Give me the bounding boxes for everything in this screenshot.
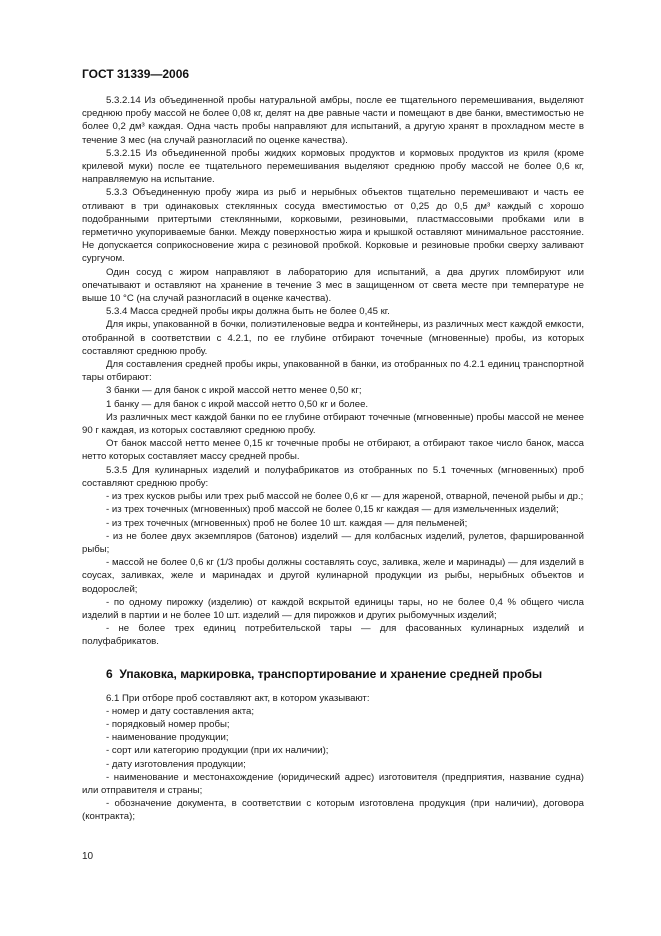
list-item: - порядковый номер пробы; <box>106 718 230 730</box>
list-item: - наименование продукции; <box>106 732 229 744</box>
paragraph: 1 банку — для банок с икрой массой нетто 0,50 кг и более. <box>106 398 369 410</box>
list-item: - номер и дату составления акта; <box>106 705 255 717</box>
list-item: - наименование и местонахождение (юридический адрес) изготовителя (предприятия, название судна) или отправителя и страны; <box>82 771 584 796</box>
list-item: - дату изготовления продукции; <box>106 758 246 770</box>
paragraph: От банок массой нетто менее 0,15 кг точечные пробы не отбирают, а отбирают такое число банок, масса нетто которых составляет массу средней пробы. <box>82 438 584 463</box>
paragraph: 5.3.2.15 Из объединенной пробы жидких кормовых продуктов и кормовых продуктов из криля (кроме крилевой муки) после ее тщательного перемешивания выделяют среднюю пробу массой не более 0,6 кг, направляемую на испытание. <box>82 147 584 186</box>
list-item: - сорт или категорию продукции (при их наличии); <box>106 745 329 757</box>
section-number: 6 <box>106 666 113 681</box>
list-item: - из не более двух экземпляров (батонов) изделий — для колбасных изделий, рулетов, фаршированной рыбы; <box>82 530 584 555</box>
paragraph: 5.3.4 Масса средней пробы икры должна быть не более 0,45 кг. <box>106 306 390 318</box>
paragraph: Для икры, упакованной в бочки, полиэтиленовые ведра и контейнеры, из различных мест каждой емкости, отобранной в соответствии с 4.2.1, по ее глубине отбирают точечные (мгновенные) пробы, из которых составляют среднюю пробу. <box>82 319 584 357</box>
page-number: 10 <box>82 851 94 862</box>
document-header: ГОСТ 31339—2006 <box>82 67 190 81</box>
list-item: - из трех точечных (мгновенных) проб не более 10 шт. каждая — для пельменей; <box>106 517 468 529</box>
list-item: - массой не более 0,6 кг (1/3 пробы должны составлять соус, заливка, желе и маринады) — для изделий в соусах, заливках, желе и маринадах и другой кулинарной продукции из рыбы, нерыбных объектов и водорослей; <box>82 557 584 595</box>
paragraph: 5.3.3 Объединенную пробу жира из рыб и нерыбных объектов тщательно перемешивают и часть ее отливают в три одинаковых стеклянных сосуда вместимостью от 0,25 до 0,5 дм³ каждый с хорошо подобранными притертыми стеклянными, корковыми, резиновыми, пластмассовыми пробками или в герметично укупориваемые банки. Между поверхностью жира и крышкой оставляют минимальное расстояние. Не допускается соприкосновение жира с резиновой пробкой. Корковые и резиновые пробки сверху заливают сургучом. <box>82 187 584 265</box>
list-item: - из трех кусков рыбы или трех рыб массой не более 0,6 кг — для жареной, отварной, печеной рыбы и др.; <box>106 491 584 503</box>
list-item: - из трех точечных (мгновенных) проб массой не более 0,15 кг каждая — для измельченных изделий; <box>106 504 559 516</box>
paragraph: Из различных мест каждой банки по ее глубине отбирают точечные (мгновенные) пробы массой не менее 90 г каждая, из которых составляют среднюю пробу. <box>82 411 584 437</box>
paragraph: 3 банки — для банок с икрой массой нетто менее 0,50 кг; <box>106 385 362 397</box>
document-body <box>82 94 584 824</box>
list-item: - по одному пирожку (изделию) от каждой вскрытой единицы тары, но не более 0,4 % общего числа изделий в партии и не более 10 шт. изделий — для пирожков и других рыбомучных изделий; <box>82 596 584 621</box>
paragraph: 5.3.2.14 Из объединенной пробы натуральной амбры, после ее тщательного перемешивания, выделяют среднюю пробу массой не более 0,08 кг, делят на две равные части и помещают в две банки, вместимостью не более 0,2 дм³ каждая. Одна часть пробы направляют для испытаний, а другую хранят в прохладном месте в течение 3 мес (на случай разногласий по оценке качества). <box>82 95 584 146</box>
section-title: Упаковка, маркировка, транспортирование и хранение средней пробы <box>119 666 543 681</box>
paragraph: Один сосуд с жиром направляют в лабораторию для испытаний, а два других пломбируют или опечатывают и оставляют на хранение в течение 3 мес в защищенном от света месте при температуре не выше 10 °С (на случай разногласий в оценке качества). <box>82 266 584 305</box>
list-item: - обозначение документа, в соответствии с которым изготовлена продукция (при наличии), договора (контракта); <box>82 798 584 823</box>
paragraph: 6.1 При отборе проб составляют акт, в котором указывают: <box>106 692 370 704</box>
section-heading <box>82 667 584 682</box>
paragraph: Для составления средней пробы икры, упакованной в банки, из отобранных по 4.2.1 единиц транспортной тары отбирают: <box>82 359 584 384</box>
list-item: - не более трех единиц потребительской тары — для фасованных кулинарных изделий и полуфабрикатов. <box>82 623 584 648</box>
paragraph: 5.3.5 Для кулинарных изделий и полуфабрикатов из отобранных по 5.1 точечных (мгновенных) проб составляют среднюю пробу: <box>82 464 584 489</box>
